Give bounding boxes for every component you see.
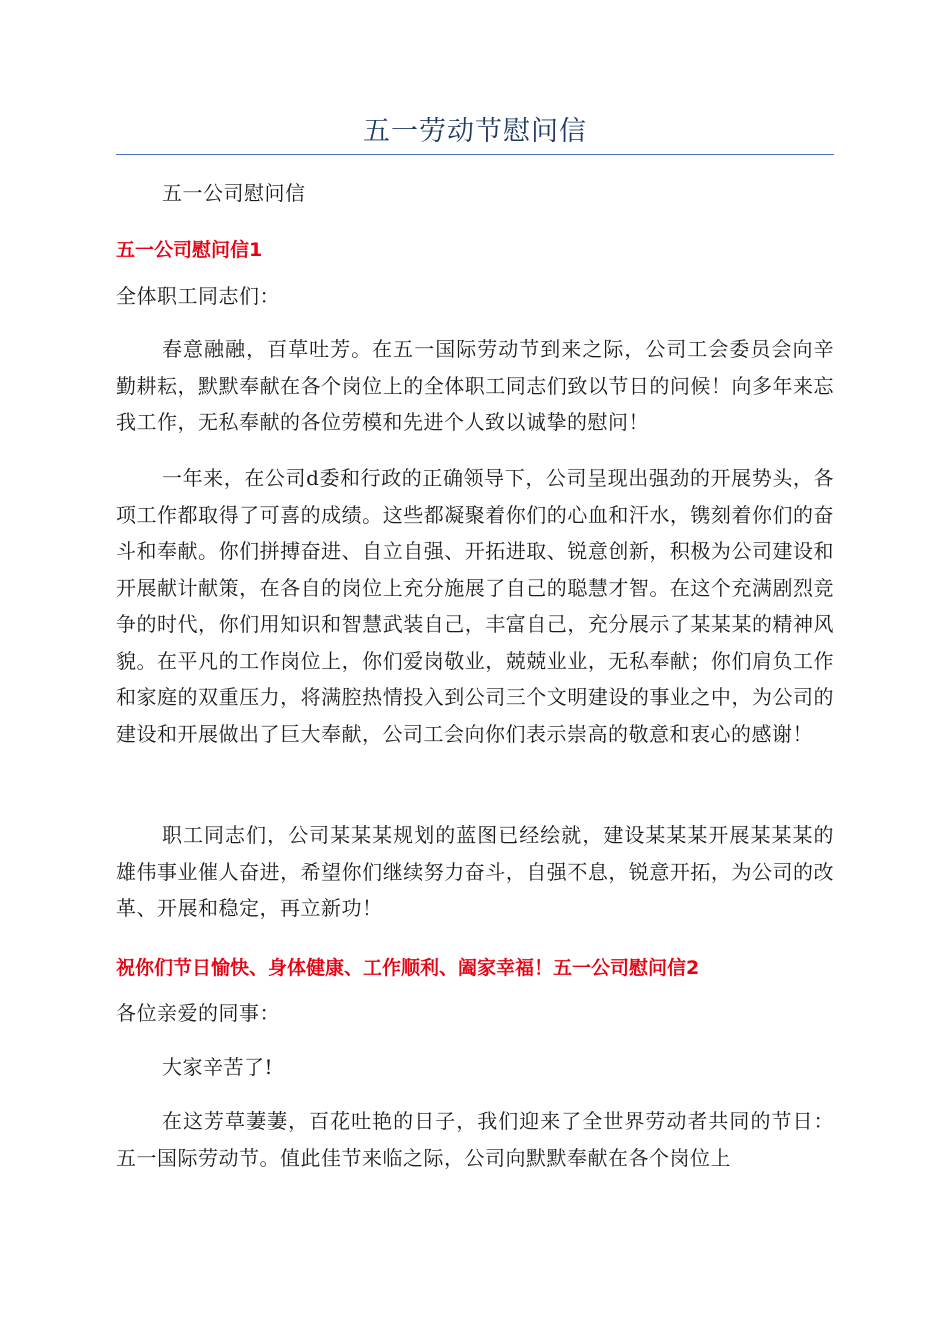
paragraph-2: 一年来，在公司d委和行政的正确领导下，公司呈现出强劲的开展势头，各项工作都取得了可喜的成绩。这些都凝聚着你们的心血和汗水，镌刻着你们的奋斗和奉献。你们拼搏奋进、自立自强、开拓进取、锐意创新，积极为公司建设和开展献计献策，在各自的岗位上充分施展了自己的聪慧才智。在这个充满剧烈竞争的时代，你们用知识和智慧武装自己，丰富自己，充分展示了某某某的精神风貌。在平凡的工作岗位上，你们爱岗敬业，兢兢业业，无私奉献；你们肩负工作和家庭的双重压力，将满腔热情投入到公司三个文明建设的事业之中，为公司的建设和开展做出了巨大奉献，公司工会向你们表示崇高的敬意和衷心的感谢！: [116, 466, 834, 746]
greeting-2: 各位亲爱的同事：: [116, 1001, 280, 1025]
section-heading-1: 五一公司慰问信1: [116, 239, 263, 261]
title-underline: [116, 154, 834, 155]
paragraph-3: 职工同志们，公司某某某规划的蓝图已经绘就，建设某某某开展某某某的雄伟事业催人奋进，希望你们继续努力奋斗，自强不息，锐意开拓，为公司的改革、开展和稳定，再立新功！: [116, 823, 834, 920]
paragraph-1: 春意融融，百草吐芳。在五一国际劳动节到来之际，公司工会委员会向辛勤耕耘，默默奉献在各个岗位上的全体职工同志们致以节日的问候！向多年来忘我工作，无私奉献的各位劳模和先进个人致以诚挚的慰问！: [116, 337, 834, 434]
paragraph-4: 大家辛苦了!: [162, 1055, 274, 1079]
intro-line: 五一公司慰问信: [162, 181, 306, 205]
greeting-1: 全体职工同志们：: [116, 284, 280, 308]
paragraph-5: 在这芳草萋萋，百花吐艳的日子，我们迎来了全世界劳动者共同的节日：五一国际劳动节。值此佳节来临之际，公司向默默奉献在各个岗位上: [116, 1109, 834, 1170]
document-title: 五一劳动节慰问信: [363, 116, 587, 147]
section-heading-2: 祝你们节日愉快、身体健康、工作顺利、阖家幸福！五一公司慰问信2: [116, 957, 700, 979]
